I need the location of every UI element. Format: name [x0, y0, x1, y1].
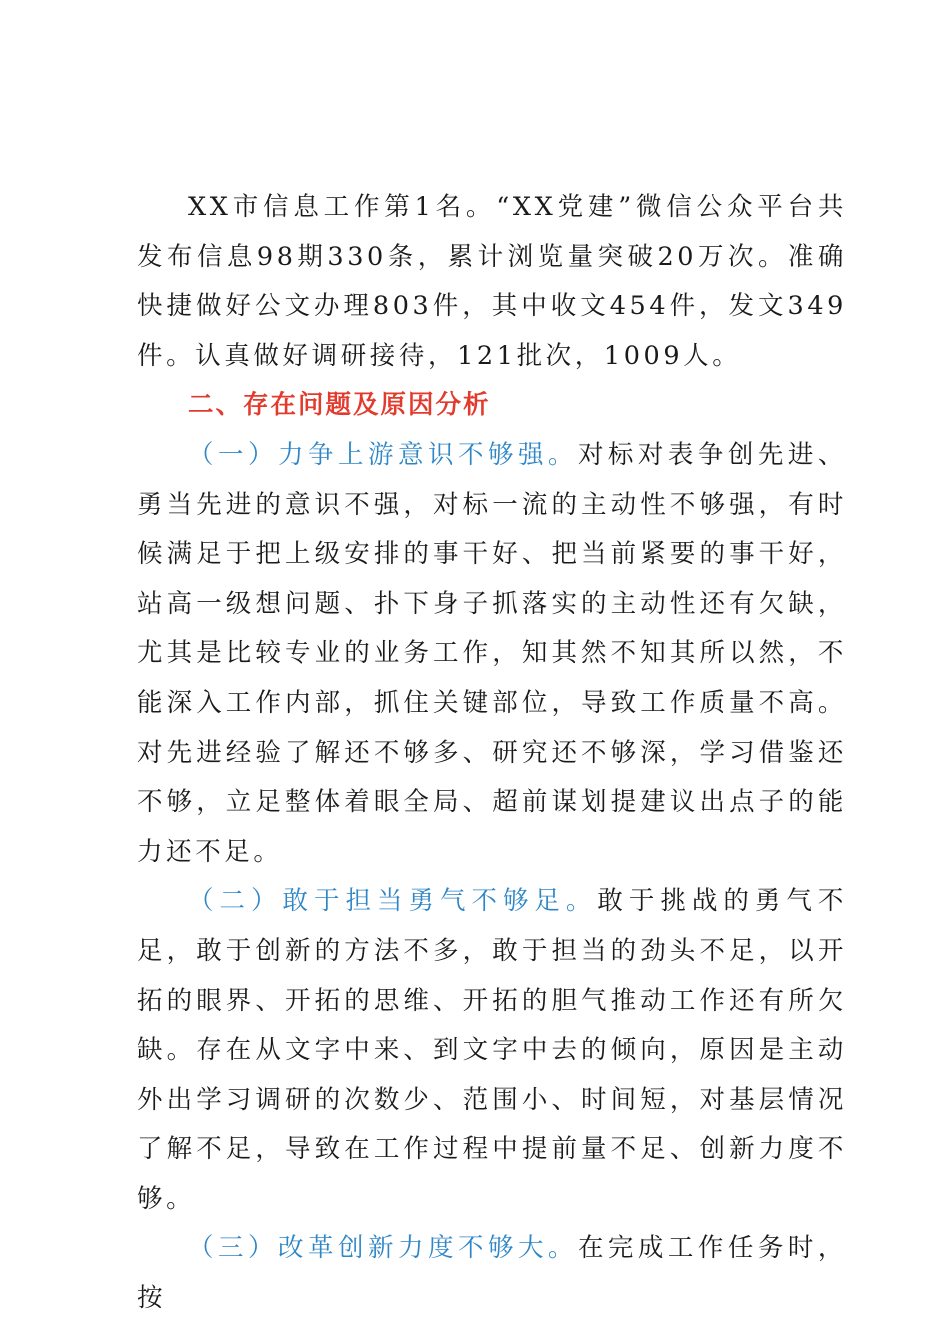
document-body: [137, 183, 847, 1324]
subsection-3-body: 在完成工作任务时，按: [137, 1233, 847, 1314]
subsection-2: [137, 877, 847, 1224]
section-heading-text: 二、存在问题及原因分析: [188, 390, 491, 421]
subsection-2-body: 敢于挑战的勇气不足，敢于创新的方法不多，敢于担当的劲头不足，以开拓的眼界、开拓的思维、开拓的胆气推动工作还有所欠缺。存在从文字中来、到文字中去的倾向，原因是主动外出学习调研的次数少、范围小、时间短，对基层情况了解不足，导致在工作过程中提前量不足、创新力度不够。: [137, 886, 847, 1214]
subsection-1-title: （一）力争上游意识不够强。: [188, 439, 578, 470]
section-heading: [137, 381, 847, 431]
subsection-2-title: （二）敢于担当勇气不够足。: [188, 886, 598, 917]
summary-text: XX市信息工作第1名。“XX党建”微信公众平台共发布信息98期330条，累计浏览量突破20万次。准确快捷做好公文办理803件，其中收文454件，发文349件。认真做好调研接待，121批次，1009人。: [137, 192, 847, 371]
subsection-3: [137, 1224, 847, 1323]
summary-paragraph: [137, 183, 847, 381]
subsection-3-title: （三）改革创新力度不够大。: [188, 1233, 578, 1264]
subsection-1: [137, 431, 847, 877]
subsection-1-body: 对标对表争创先进、勇当先进的意识不强，对标一流的主动性不够强，有时候满足于把上级安排的事干好、把当前紧要的事干好，站高一级想问题、扑下身子抓落实的主动性还有欠缺，尤其是比较专业的业务工作，知其然不知其所以然，不能深入工作内部，抓住关键部位，导致工作质量不高。对先进经验了解还不够多、研究还不够深，学习借鉴还不够，立足整体着眼全局、超前谋划提建议出点子的能力还不足。: [137, 439, 847, 867]
